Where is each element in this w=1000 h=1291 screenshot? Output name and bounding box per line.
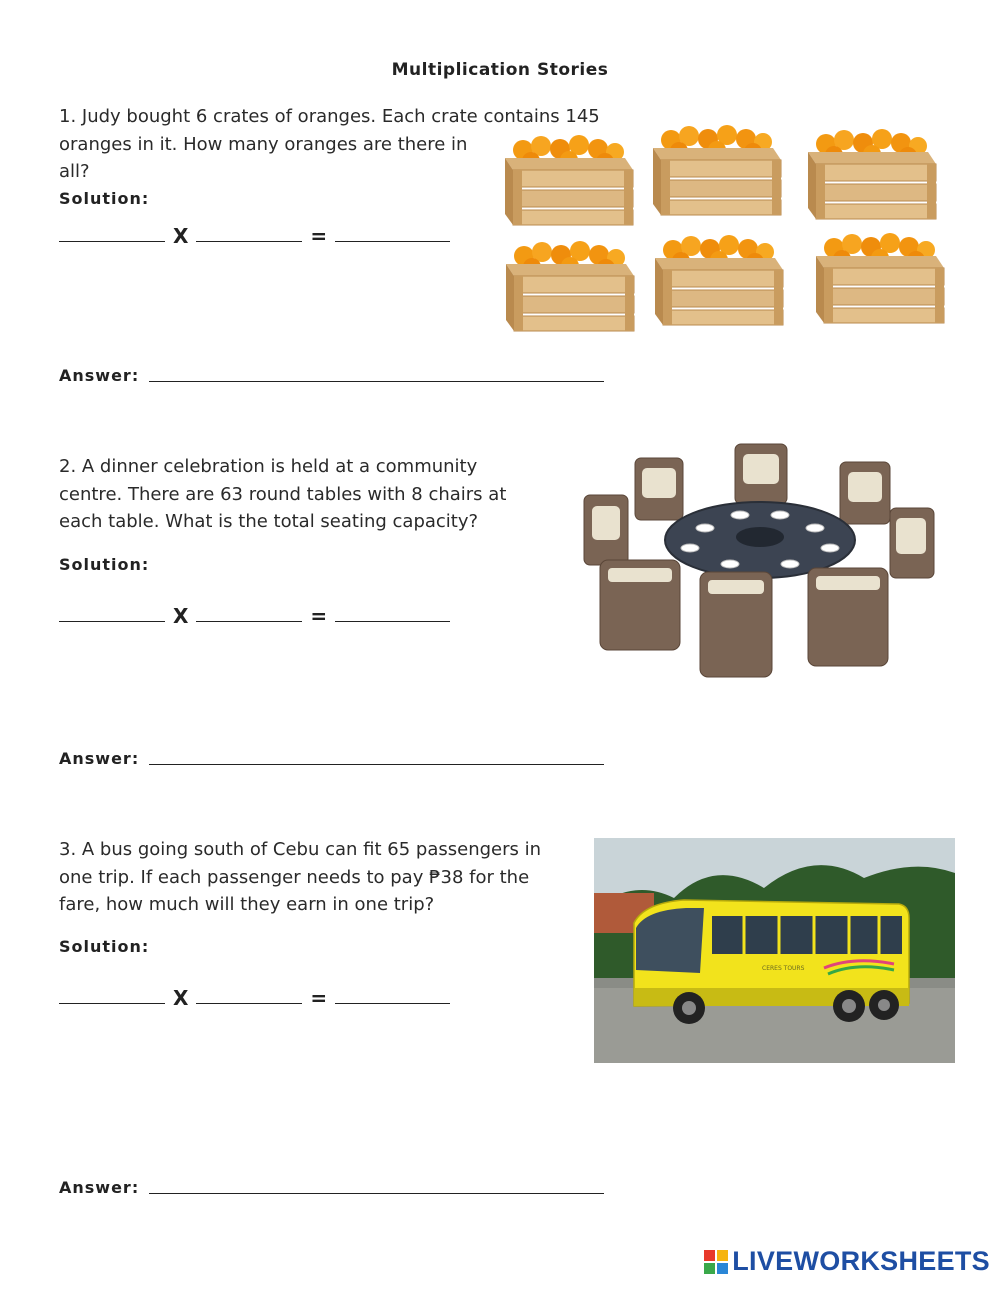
question-3-product-blank[interactable] <box>335 1003 450 1004</box>
equals-sign: = <box>310 604 328 628</box>
question-2-solution-label: Solution: <box>59 555 150 574</box>
dining-table-image <box>580 440 940 685</box>
question-1-equation <box>59 226 450 246</box>
equals-sign: = <box>310 986 328 1010</box>
page-title: Multiplication Stories <box>391 60 609 80</box>
question-1-line-2: oranges in it. How many oranges are there in <box>59 133 468 155</box>
question-3-factor-1-blank[interactable] <box>59 1003 165 1004</box>
equals-sign: = <box>310 224 328 248</box>
orange-crates-image <box>503 122 968 347</box>
question-3-line-2: one trip. If each passenger needs to pay ₱38 for the <box>59 866 530 888</box>
question-2-answer-label: Answer: <box>59 749 140 768</box>
question-1-product-blank[interactable] <box>335 241 450 242</box>
question-1-solution-label: Solution: <box>59 189 150 208</box>
dining-set-illustration <box>580 440 940 685</box>
question-3-factor-2-blank[interactable] <box>196 1003 302 1004</box>
bus-livery-text: CERES TOURS <box>762 965 805 972</box>
liveworksheets-logo-text: LIVEWORKSHEETS <box>732 1246 990 1276</box>
orange-crates-illustration <box>503 122 968 347</box>
question-2-factor-1-blank[interactable] <box>59 621 165 622</box>
times-sign: X <box>173 986 189 1010</box>
question-2-line-3: each table. What is the total seating capacity? <box>59 511 479 532</box>
bus-illustration <box>594 838 955 1063</box>
question-3-solution-label: Solution: <box>59 937 150 956</box>
question-2-line-1: 2. A dinner celebration is held at a community <box>59 456 478 477</box>
question-2-factor-2-blank[interactable] <box>196 621 302 622</box>
liveworksheets-logo <box>704 1246 990 1277</box>
bus-image <box>594 838 955 1063</box>
liveworksheets-logo-icon <box>704 1250 728 1274</box>
question-2-line-2: centre. There are 63 round tables with 8 chairs at <box>59 483 507 505</box>
question-1-factor-1-blank[interactable] <box>59 241 165 242</box>
question-3-line-3: fare, how much will they earn in one trip? <box>59 894 435 915</box>
question-2-equation <box>59 606 450 626</box>
times-sign: X <box>173 224 189 248</box>
question-1-line-1: 1. Judy bought 6 crates of oranges. Each crate contains 145 <box>59 106 600 127</box>
question-2-answer-row <box>59 749 604 768</box>
question-3-line-1: 3. A bus going south of Cebu can fit 65 passengers in <box>59 839 542 860</box>
question-3-equation <box>59 988 450 1008</box>
times-sign: X <box>173 604 189 628</box>
question-3-answer-blank[interactable] <box>149 1193 604 1194</box>
question-1-answer-label: Answer: <box>59 366 140 385</box>
question-2-product-blank[interactable] <box>335 621 450 622</box>
question-1-line-3: all? <box>59 161 90 182</box>
question-1-answer-row <box>59 366 604 385</box>
question-3-answer-row <box>59 1178 604 1197</box>
question-1-factor-2-blank[interactable] <box>196 241 302 242</box>
question-2-answer-blank[interactable] <box>149 764 604 765</box>
question-3-text <box>59 836 541 919</box>
question-1-answer-blank[interactable] <box>149 381 604 382</box>
question-3-answer-label: Answer: <box>59 1178 140 1197</box>
question-2-text <box>59 453 506 536</box>
